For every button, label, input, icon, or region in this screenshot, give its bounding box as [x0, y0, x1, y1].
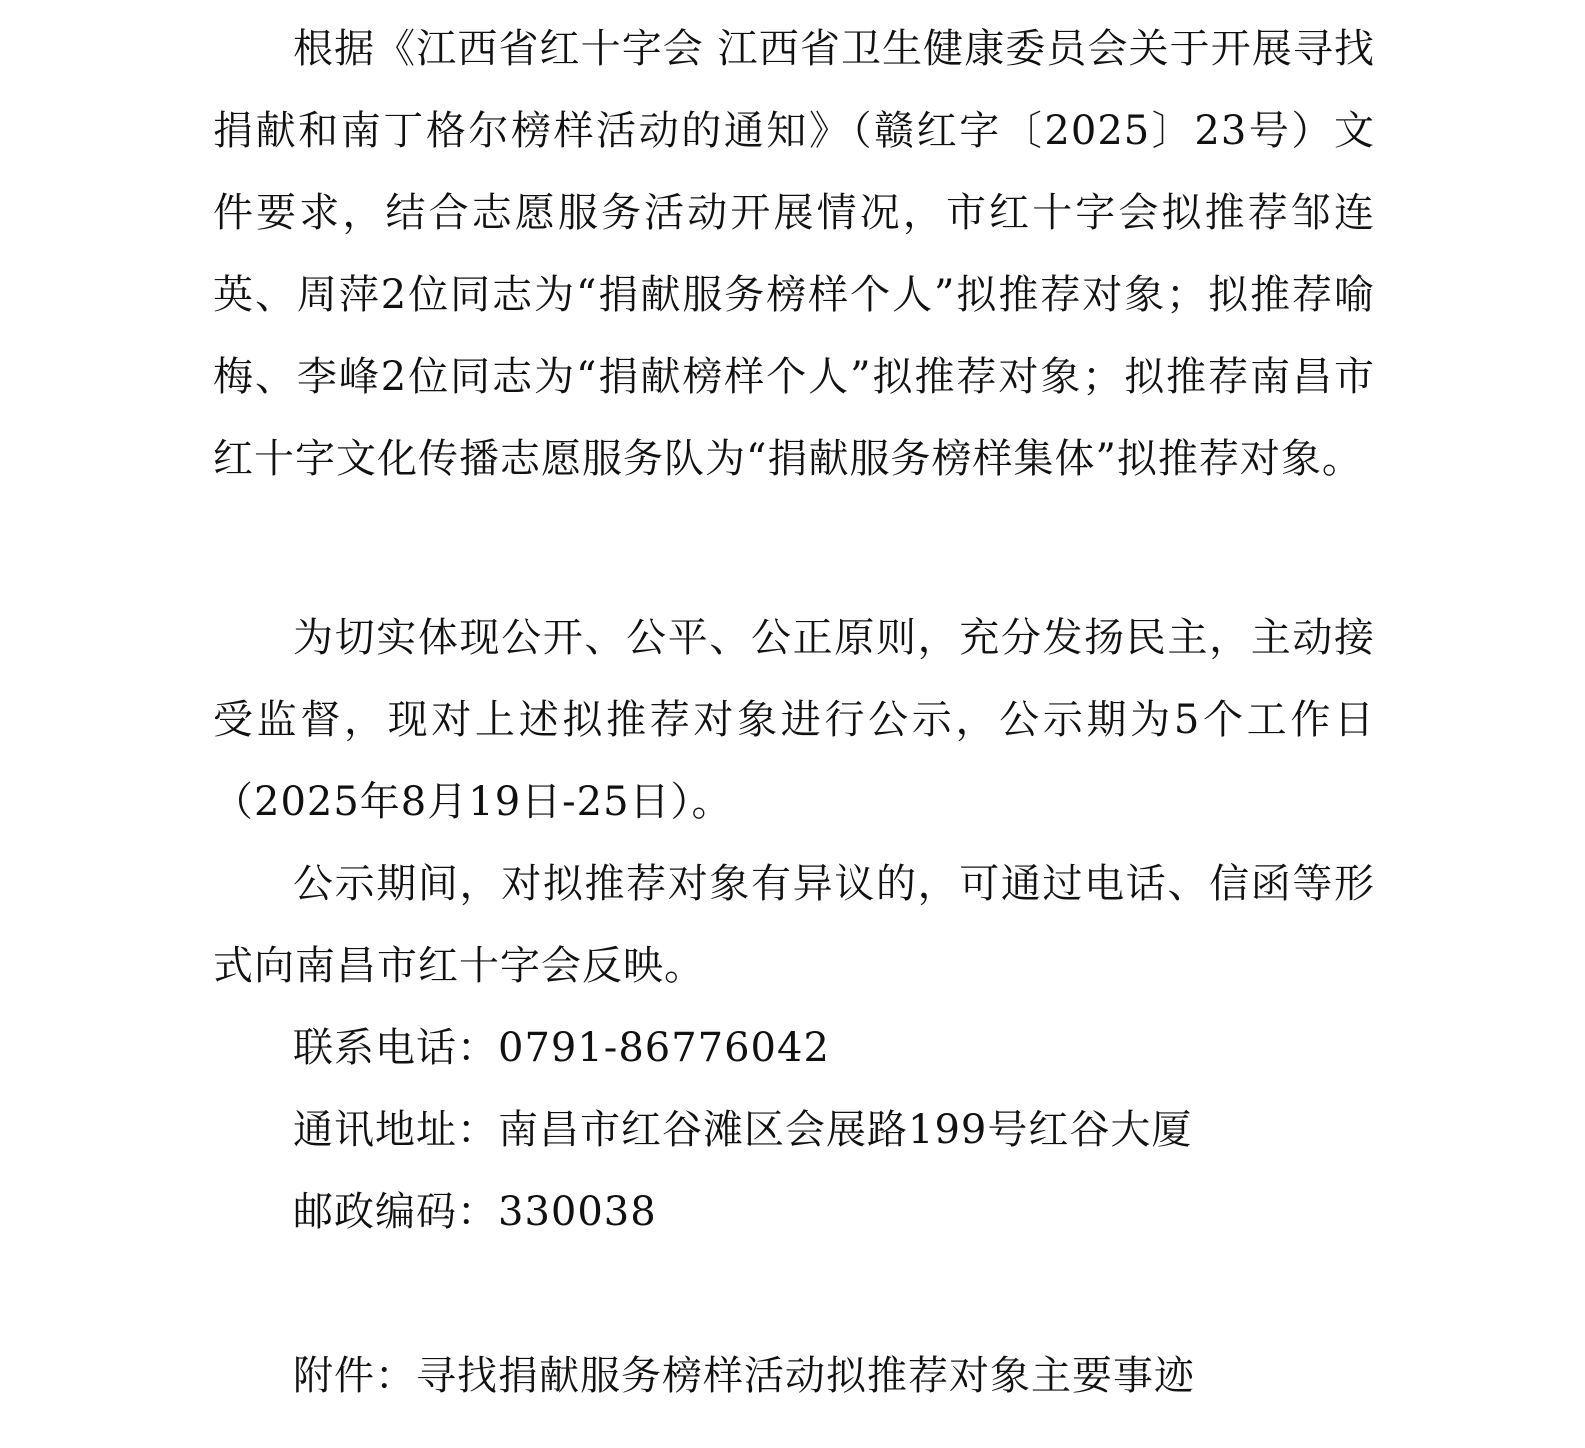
- contact-postcode-line: [293, 1171, 657, 1253]
- contact-phone-line: [293, 1007, 830, 1089]
- contact-postcode-label: 邮政编码：: [293, 1189, 498, 1235]
- contact-phone-label: 联系电话：: [293, 1025, 498, 1071]
- contact-postcode-value: 330038: [498, 1189, 657, 1235]
- attachment-label: 附件：: [293, 1353, 416, 1399]
- attachment-line: [293, 1335, 1195, 1417]
- contact-address-value: 南昌市红谷滩区会展路199号红谷大厦: [498, 1107, 1193, 1153]
- contact-address-label: 通讯地址：: [293, 1107, 498, 1153]
- paragraph-publicity-period: 为切实体现公开、公平、公正原则，充分发扬民主，主动接受监督，现对上述拟推荐对象进行公示，公示期为5个工作日（2025年8月19日-25日）。: [213, 615, 1375, 825]
- paragraph-recommendation: 根据《江西省红十字会 江西省卫生健康委员会关于开展寻找捐献和南丁格尔榜样活动的通知》（赣红字〔2025〕23号）文件要求，结合志愿服务活动开展情况，市红十字会拟推荐邹连英、周萍2位同志为“捐献服务榜样个人”拟推荐对象；拟推荐喻梅、李峰2位同志为“捐献榜样个人”拟推荐对象；拟推荐南昌市红十字文化传播志愿服务队为“捐献服务榜样集体”拟推荐对象。: [213, 26, 1375, 482]
- contact-address-line: [293, 1089, 1192, 1171]
- paragraph-objection-channel: 公示期间，对拟推荐对象有异议的，可通过电话、信函等形式向南昌市红十字会反映。: [213, 861, 1375, 989]
- attachment-title: 寻找捐献服务榜样活动拟推荐对象主要事迹: [416, 1353, 1195, 1399]
- contact-phone-value: 0791-86776042: [498, 1025, 830, 1071]
